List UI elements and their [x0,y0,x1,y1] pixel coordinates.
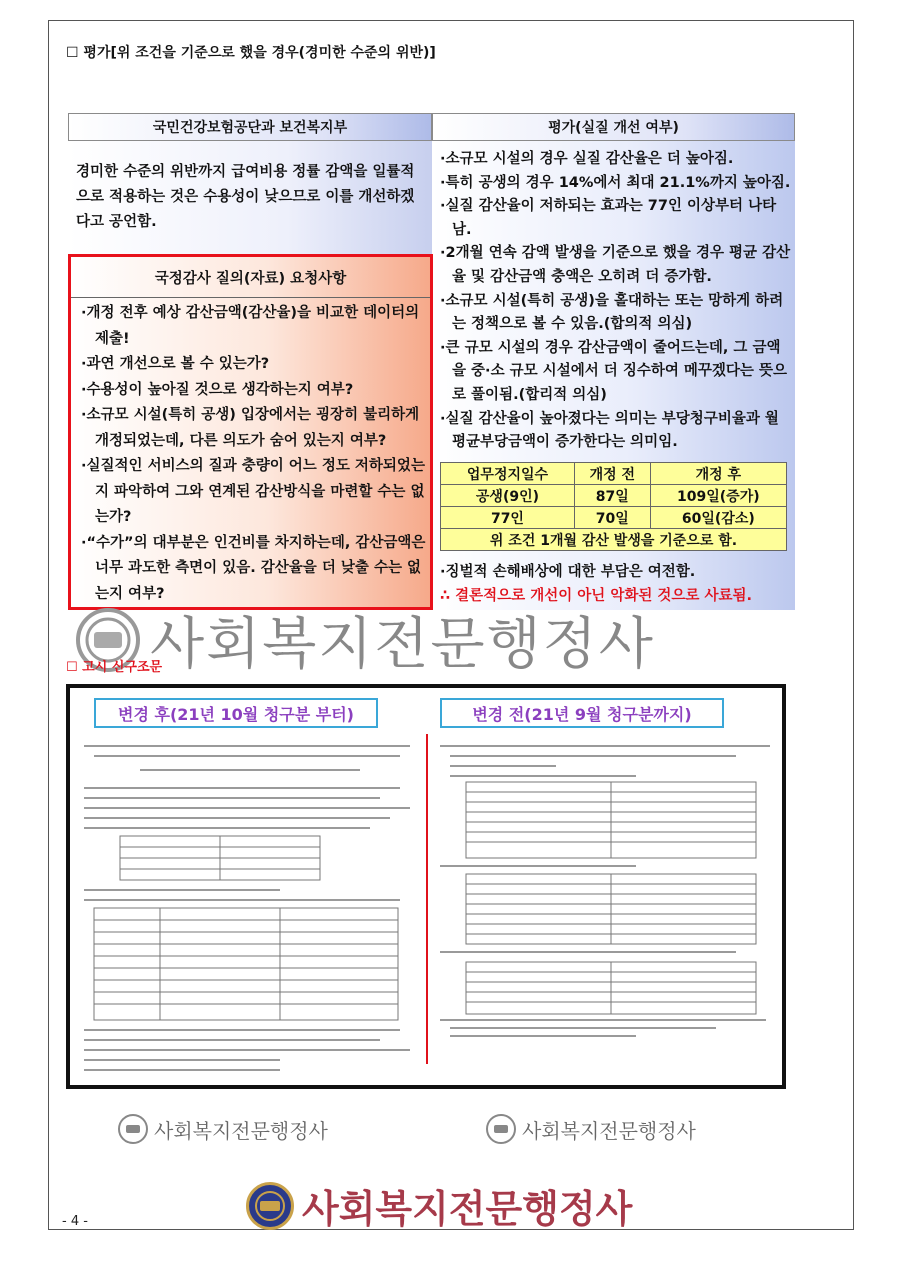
seal-emblem-icon [122,1118,144,1140]
watermark-large [76,604,776,676]
penalty-note: ·징벌적 손해배상에 대한 부담은 여전함. [440,564,696,580]
evaluation-list [440,148,792,455]
audit-item: ·실질적인 서비스의 질과 충량이 어느 정도 저하되었는지 파악하여 그와 연계된 감산방식을 마련할 수는 없는가? [81,458,425,525]
audit-item: ·수용성이 높아질 것으로 생각하는지 여부? [81,381,354,398]
table-footer-cell: 위 조건 1개월 감산 발생을 기준으로 함. [441,529,787,551]
conclusion-note: ∴ 결론적으로 개선이 아닌 악화된 것으로 사료됨. [440,588,753,604]
evaluation-item: ·실질 감산율이 높아졌다는 의미는 부당청구비율과 월평균부당금액이 증가한다는 의미임. [440,410,779,451]
seal-icon [246,1182,294,1230]
table-cell: 공생(9인) [441,485,575,507]
table-header-cell: 업무정지일수 [441,463,575,485]
notice-compare-image [66,684,786,1089]
table-footer-row [441,529,787,551]
table-header-cell: 개정 전 [574,463,650,485]
audit-item: ·과연 개선으로 볼 수 있는가? [81,356,270,372]
table-cell: 77인 [441,507,575,529]
audit-item: ·소규모 시설(특히 공생) 입장에서는 굉장히 불리하게 개정되었는데, 다른 의도가 숨어 있는지 여부? [81,407,420,449]
watermark-text: 사회복지전문행정사 [302,1186,633,1231]
table-cell: 87일 [574,485,650,507]
table-cell: 109일(증가) [650,485,786,507]
after-document-body [80,740,416,1080]
evaluation-item: ·실질 감산율이 저하되는 효과는 77인 이상부터 나타남. [440,198,777,238]
before-document-body [436,740,776,1040]
watermark-small-right [486,1114,696,1144]
evaluation-item: ·2개월 연속 감액 발생을 기준으로 했을 경우 평균 감산율 및 감산금액 충액은 오히려 더 증가함. [440,245,791,285]
audit-list [81,301,429,607]
table-header-row [441,463,787,485]
evaluation-item: ·소규모 시설(특히 공생)을 홀대하는 또는 망하게 하려는 정책으로 볼 수 있음.(합의적 의심) [440,292,784,333]
table-header-cell: 개정 후 [650,463,786,485]
column-separator [426,734,428,1064]
right-column-header: 평가(실질 개선 여부) [432,113,795,141]
evaluation-item: ·큰 규모 시설의 경우 감산금액이 줄어드는데, 그 금액을 중·소 규모 시설에서 더 징수하여 메꾸겠다는 뜻으로 풀이됨.(합리적 의심) [440,339,787,403]
suspension-days-table [440,462,787,551]
watermark-text: 사회복지전문행정사 [150,612,655,677]
audit-divider [71,297,430,298]
seal-icon [486,1114,516,1144]
audit-request-box [68,254,433,610]
left-column-header: 국민건강보험공단과 보건복지부 [68,113,432,141]
section-heading: ☐ 평가[위 조건을 기준으로 했을 경우(경미한 수준의 위반)] [66,45,436,61]
watermark-small-left [118,1114,328,1144]
watermark-text: 사회복지전문행정사 [522,1118,696,1143]
table-cell: 60일(감소) [650,507,786,529]
table-row [441,485,787,507]
seal-emblem-icon [490,1118,512,1140]
after-change-tab: 변경 후(21년 10월 청구분 부터) [94,698,378,728]
seal-icon [118,1114,148,1144]
audit-title: 국정감사 질의(자료) 요청사항 [154,271,347,287]
notice-heading: ☐ 고시 신구조문 [66,660,163,675]
page-number: - 4 - [62,1214,88,1229]
watermark-text: 사회복지전문행정사 [154,1118,328,1143]
table-cell: 70일 [574,507,650,529]
evaluation-item: ·소규모 시설의 경우 실질 감산율은 더 높아짐. [440,151,734,167]
audit-item: ·“수가”의 대부분은 인건비를 차지하는데, 감산금액은 너무 과도한 측면이 있음. 감산율을 더 낮출 수는 없는지 여부? [81,534,426,602]
before-change-tab: 변경 전(21년 9월 청구분까지) [440,698,724,728]
evaluation-item: ·특히 공생의 경우 14%에서 최대 21.1%까지 높아짐. [440,174,791,191]
audit-item: ·개정 전후 예상 감산금액(감산율)을 비교한 데이터의 제출! [81,305,420,347]
table-row [441,507,787,529]
seal-emblem-icon [253,1189,287,1223]
agency-statement: 경미한 수준의 위반까지 급여비용 정률 감액을 일률적으로 적용하는 것은 수용성이 낮으므로 이를 개선하겠다고 공언함. [76,164,415,230]
watermark-footer [246,1178,632,1233]
